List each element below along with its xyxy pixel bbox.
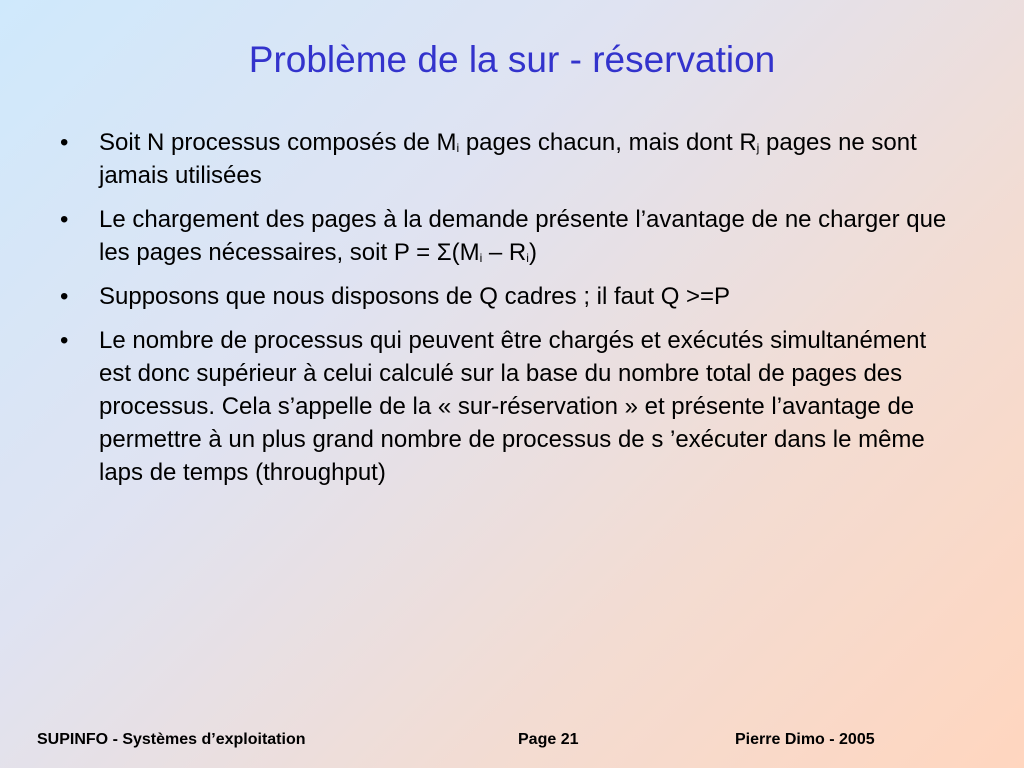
bullet-text-part: Le chargement des pages à la demande présente l’avantage de ne charger que les pages nécessaires, soit P = Σ(M xyxy=(99,206,947,266)
footer-author: Pierre Dimo - 2005 xyxy=(735,731,875,748)
bullet-dot: • xyxy=(60,327,69,354)
subscript-i: i xyxy=(526,251,529,265)
subscript-i: i xyxy=(479,251,483,265)
bullet-text-part: pages ne sont jamais utilisées xyxy=(99,129,917,189)
subscript-j: j xyxy=(756,141,760,155)
bullet-text: Supposons que nous disposons de Q cadres ; il faut Q >=P xyxy=(99,283,731,310)
bullet-item xyxy=(60,126,960,192)
bullet-text-part: ) xyxy=(528,239,537,266)
bullet-dot: • xyxy=(60,129,69,156)
bullet-text xyxy=(99,129,917,189)
subscript-i: i xyxy=(456,141,460,155)
bullet-text: Le nombre de processus qui peuvent être chargés et exécutés simultanément est donc supérieur à celui calculé sur la base du nombre total de pages des processus. Cela s’appelle de la « sur-réservation » et présente l’avantage de permettre à un plus grand nombre de processus de s ’exécuter dans le même laps de temps (throughput) xyxy=(99,327,927,486)
bullet-dot: • xyxy=(60,206,69,233)
bullet-text-part: pages chacun, mais dont R xyxy=(459,129,757,156)
footer-page-number: Page 21 xyxy=(518,731,579,748)
bullet-item xyxy=(60,280,960,313)
bullet-list xyxy=(60,126,960,500)
bullet-text xyxy=(99,206,946,266)
bullet-item xyxy=(60,203,960,269)
bullet-item xyxy=(60,324,960,489)
bullet-dot: • xyxy=(60,283,69,310)
slide-title: Problème de la sur - réservation xyxy=(248,39,776,80)
bullet-text-part: – R xyxy=(482,239,527,266)
bullet-text-part: Soit N processus composés de M xyxy=(99,129,457,156)
footer-course: SUPINFO - Systèmes d’exploitation xyxy=(37,731,306,748)
